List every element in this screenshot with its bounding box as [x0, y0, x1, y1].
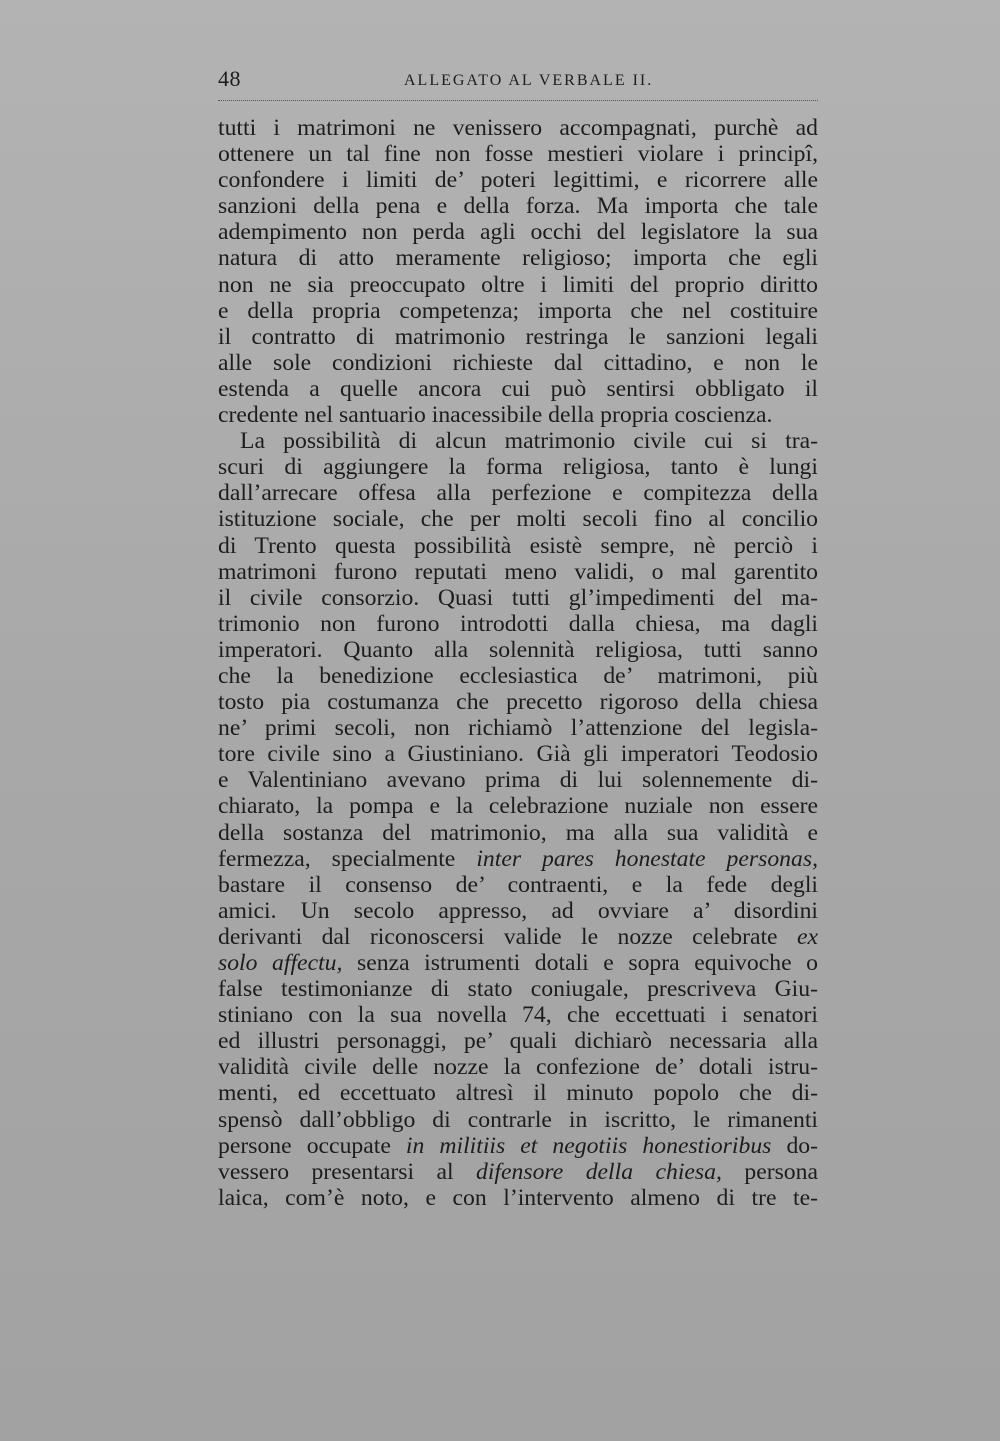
text-line: sanzioni della pena e della forza. Ma importa che tale	[218, 193, 818, 220]
italic-phrase: in militiis et negotiis honestioribus	[405, 1132, 772, 1159]
italic-phrase: inter pares honestate personas,	[476, 845, 819, 872]
text-line: stiniano con la sua novella 74, che eccettuati i senatori	[218, 1002, 818, 1029]
text-line: imperatori. Quanto alla solennità religiosa, tutti sanno	[218, 636, 818, 663]
text-line: ottenere un tal fine non fosse mestieri violare i principî,	[218, 141, 818, 168]
text-line: di Trento questa possibilità esistè sempre, nè perciò i	[218, 532, 818, 559]
text-line: natura di atto meramente religioso; importa che egli	[218, 245, 818, 272]
text-line: La possibilità di alcun matrimonio civile cui si tra-	[240, 428, 818, 455]
running-head: ALLEGATO AL VERBALE II.	[404, 72, 654, 89]
text-line: confondere i limiti de’ poteri legittimi, e ricorrere alle	[218, 167, 818, 194]
italic-phrase: solo affectu,	[218, 950, 343, 976]
text-line: laica, com’è noto, e con l’intervento almeno di tre te-	[218, 1184, 818, 1211]
italic-phrase: ex	[796, 923, 818, 950]
text-line: che la benedizione ecclesiastica de’ matrimoni, più	[218, 662, 818, 689]
text-line: scuri di aggiungere la forma religiosa, tanto è lungi	[218, 454, 818, 481]
text-line: credente nel santuario inacessibile della propria coscienza.	[218, 402, 773, 429]
text-line: dall’arrecare offesa alla perfezione e compitezza della	[218, 480, 818, 507]
text-line: false testimonianze di stato coniugale, prescriveva Giu-	[218, 976, 818, 1003]
text-line: alle sole condizioni richieste dal cittadino, e non le	[218, 349, 818, 376]
text-line: della sostanza del matrimonio, ma alla sua validità e	[218, 819, 818, 846]
text-line: spensò dall’obbligo di contrarle in iscritto, le rimanenti	[218, 1106, 818, 1133]
text-line: chiarato, la pompa e la celebrazione nuziale non essere	[218, 793, 818, 820]
page-header	[218, 66, 818, 101]
text-line: estenda a quelle ancora cui può sentirsi obbligato il	[218, 375, 818, 402]
text-segment: vessero presentarsi al	[218, 1158, 454, 1185]
text-segment: senza istrumenti dotali e sopra equivoche o	[357, 950, 818, 976]
text-line: ed illustri personaggi, pe’ quali dichiarò necessaria alla	[218, 1028, 818, 1055]
text-line: ne’ primi secoli, non richiamò l’attenzione del legisla-	[218, 715, 818, 742]
text-segment: fermezza, specialmente	[218, 845, 456, 872]
text-line: tosto pia costumanza che precetto rigoroso della chiesa	[218, 689, 818, 716]
text-line: istituzione sociale, che per molti secoli fino al concilio	[218, 506, 818, 533]
text-line: matrimoni furono reputati meno validi, o mal garentito	[218, 558, 818, 585]
text-line: e Valentiniano avevano prima di lui solennemente di-	[218, 767, 818, 794]
text-line: trimonio non furono introdotti dalla chiesa, ma dagli	[218, 610, 818, 637]
text-line: adempimento non perda agli occhi del legislatore la sua	[218, 219, 818, 246]
text-line: amici. Un secolo appresso, ad ovviare a’ disordini	[218, 897, 818, 924]
text-line: menti, ed eccettuato altresì il minuto popolo che di-	[218, 1080, 818, 1107]
text-line: il civile consorzio. Quasi tutti gl’impedimenti del ma-	[218, 584, 818, 611]
text-line	[218, 924, 818, 950]
body-text	[218, 115, 818, 1211]
text-line: tore civile sino a Giustiniano. Già gli imperatori Teodosio	[218, 741, 818, 768]
italic-phrase: difensore della chiesa,	[476, 1158, 722, 1185]
text-line	[218, 1133, 818, 1159]
text-segment: do-	[786, 1132, 819, 1159]
text-line: validità civile delle nozze la confezione de’ dotali istru-	[218, 1054, 818, 1081]
text-segment: persone occupate	[218, 1132, 391, 1159]
page-number: 48	[218, 66, 241, 91]
text-line	[218, 846, 818, 872]
text-segment: derivanti dal riconoscersi valide le nozze celebrate	[218, 923, 778, 950]
text-line: il contratto di matrimonio restringa le sanzioni legali	[218, 323, 818, 350]
text-line: bastare il consenso de’ contraenti, e la fede degli	[218, 871, 818, 898]
text-segment: persona	[744, 1158, 819, 1185]
text-line: tutti i matrimoni ne venissero accompagnati, purchè ad	[218, 115, 818, 141]
text-line: e della propria competenza; importa che nel costituire	[218, 297, 818, 324]
text-line	[218, 1159, 818, 1185]
text-line: non ne sia preoccupato oltre i limiti del proprio diritto	[218, 271, 818, 298]
text-line	[218, 950, 818, 976]
